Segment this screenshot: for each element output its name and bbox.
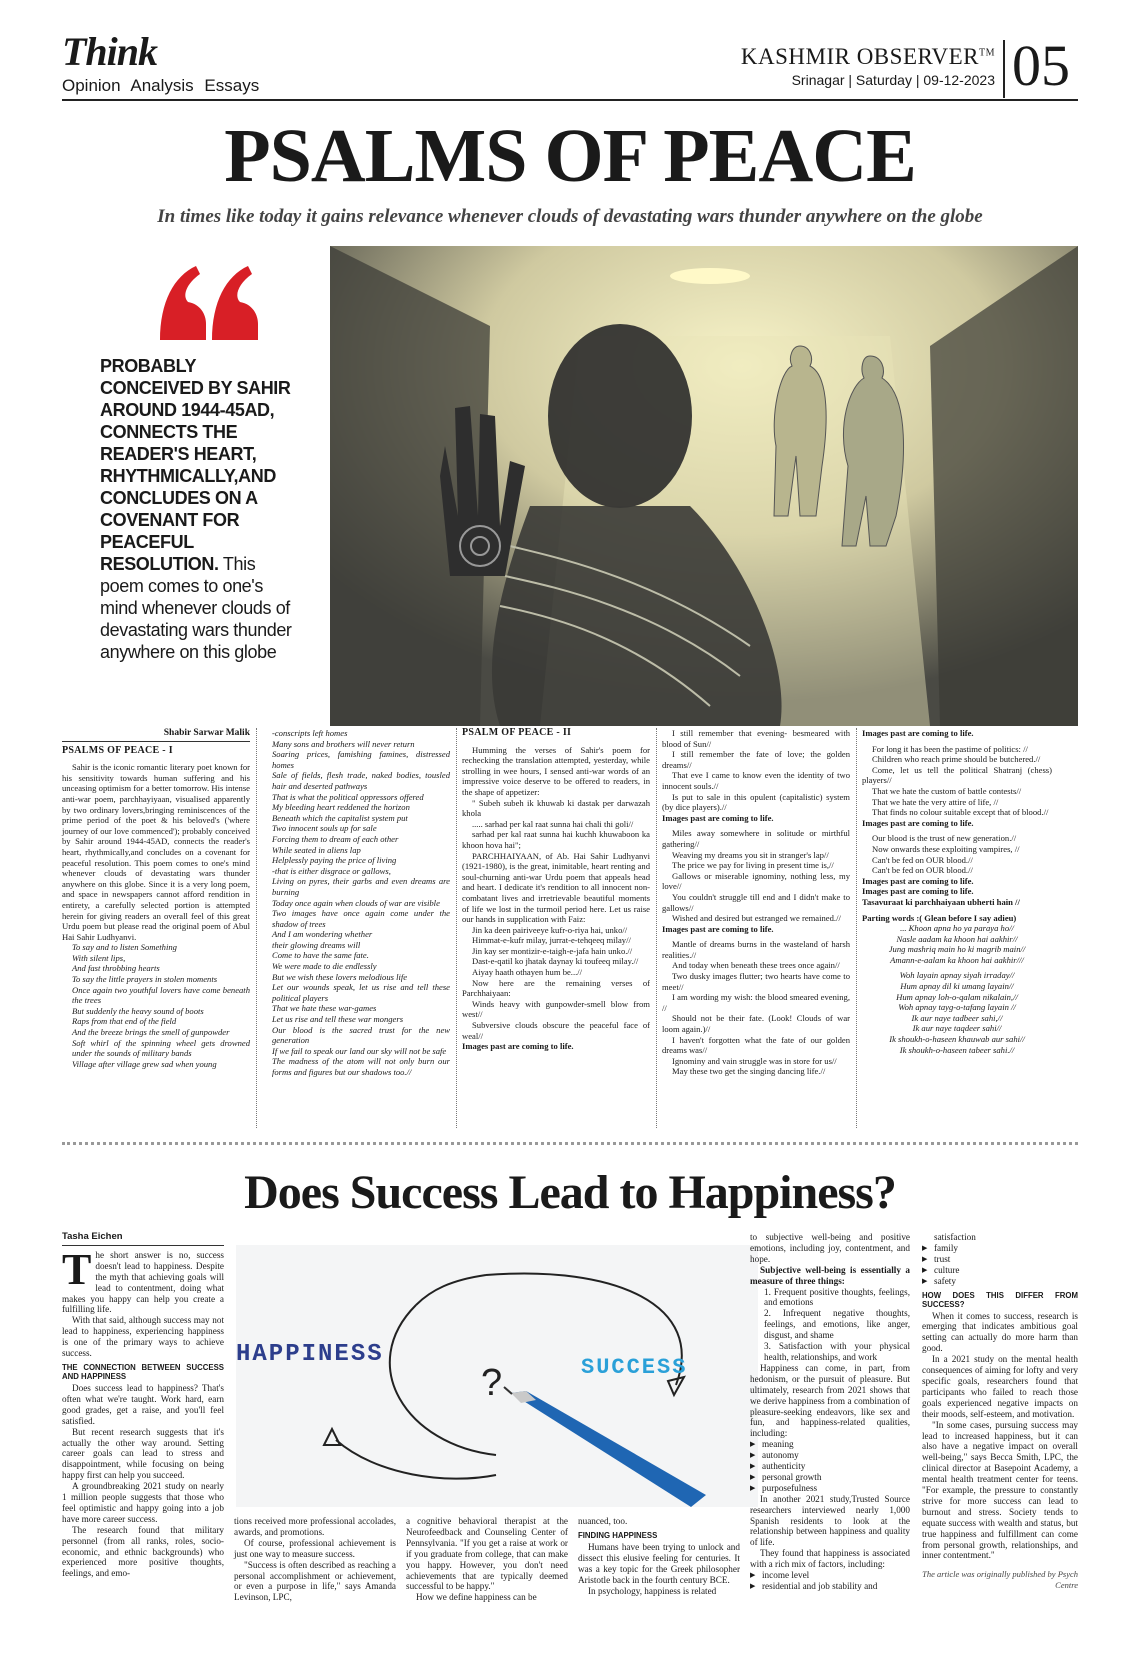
text-line: Images past are coming to life. <box>862 875 974 886</box>
happiness-success-illustration <box>236 1245 758 1507</box>
text-line: ▶ residential and job stability and <box>750 1581 910 1592</box>
column-success-6 <box>922 1232 1078 1591</box>
text-line: Is put to sale in this opulent (capitalistic) system (by dice players).// <box>662 791 850 813</box>
body-paragraph: Sahir is the iconic romantic literary poet known for his sensitivity towards human suffering and his unceasing optimism for a better tomorrow. His intense anti-war poem, parchhayiyaan, visualised apparently by two ordinary lovers,bringing reminiscences of the prime period of the poet & his beloved's ('where journey of our love commenced'); probably conceived by Sahir around 1944-45AD, connects the reader's heart, rhythmically,and concludes on a covenant for peaceful resolution. This poem comes to one's mind whenever clouds of devastating wars thunder anywhere on this globe. Since it is a very long poem, and space in newspapers cannot afford rendition in entirety, a carefully selected portion is attempted herein for giving readers an overall feel of this great Urdu poem but please read the original poem of Abul Hai Sahir Ludhyanvi. <box>62 762 250 942</box>
text-line: ▶ culture <box>922 1265 1078 1276</box>
text-line: Parting words :( Glean before I say adieu) <box>862 912 1017 923</box>
body-paragraph: Of course, professional achievement is just one way to measure success. <box>234 1537 396 1559</box>
body-paragraph: The research found that military personnel (from all ranks, roles, socio-economic, and ethnic backgrounds) who experienced more positive thoughts, feelings, and emo- <box>62 1524 224 1579</box>
pull-quote <box>100 355 300 663</box>
newspaper-name <box>741 44 995 70</box>
quote-mark-icon <box>152 262 262 340</box>
subhead: HOW DOES THIS DIFFER FROM SUCCESS? <box>922 1290 1078 1309</box>
body-paragraph: When it comes to success, research is emerging that indicates ambitious goal setting can actually do more harm than good. <box>922 1310 1078 1354</box>
text-line: PARCHHAIYAAN, of Ab. Hai Sahir Ludhyanvi (1921-1980), is the great, inimitable, heart renting and soul-churning anti-war Urdu poem that appeals head and heart. I dedicate it's rendition to all innocent non-combatant lives and irretrievable beautiful moments of life we lost in the turmoil period here. Let us raise our hands in supplication with Faiz: <box>462 850 650 925</box>
text-line: Our blood is the sacred trust for the new generation <box>272 1024 450 1046</box>
text-line: Ik shoukh-o-haseen khauwab aur sahi// <box>889 1034 1025 1045</box>
body-block-5 <box>862 728 1052 1055</box>
text-line: their glowing dreams will <box>272 939 361 950</box>
text-line: Come to have the same fate. <box>272 950 369 961</box>
body-paragraph: A groundbreaking 2021 study on nearly 1 million people suggests that those who feel optimistic and happy going into a job have more career success. <box>62 1481 224 1524</box>
text-line: That finds no colour suitable except that of blood.// <box>872 807 1049 818</box>
newspaper-name-text: KASHMIR OBSERVER <box>740 44 979 69</box>
headline-success: Does Success Lead to Happiness? <box>244 1166 896 1219</box>
subhead-psalms-1: PSALMS OF PEACE - I <box>62 744 173 756</box>
text-line: Village after village grew sad when young <box>72 1058 217 1069</box>
text-line: Our blood is the trust of new generation.// <box>872 833 1017 844</box>
refrain: Images past are coming to life. <box>462 1041 574 1052</box>
text-line: Mantle of dreams burns in the wasteland of harsh realities.// <box>662 939 850 960</box>
body-paragraph: Does success lead to happiness? That's often what we're taught. Work hard, earn good grades, get a raise, and you'll feel satisfied. <box>62 1382 224 1426</box>
byline-psalms: Shabir Sarwar Malik <box>62 728 250 742</box>
column-psalms-3 <box>462 728 650 1052</box>
text-line: I haven't forgotten what the fate of our golden dreams was// <box>662 1034 850 1056</box>
text-line: If we fail to speak our land our sky will not be safe <box>272 1045 447 1056</box>
body-paragraph: "In some cases, pursuing success may lead to increased happiness, but it can also have a negative impact on overall well-being," says Becca Smith, LPC, the clinical director at Basepoint Academy, a mental health treatment center for teens. "For example, the pressure to constantly strive for more success can lead to burnout and stress. Society tends to equate success with wealth and status, but true happiness and fulfillment can come from personal growth, relationships, and inner contentment." <box>922 1419 1078 1561</box>
text-line: Ik shoukh-o-haseen tabeer sahi.// <box>899 1044 1015 1055</box>
text-line: Helplessly paying the price of living <box>272 855 397 866</box>
bullet-list <box>750 1570 910 1592</box>
text-line: I still remember the fate of love; the golden dreams// <box>662 749 850 770</box>
text-line: Ignominy and vain struggle was in store for us// <box>672 1055 837 1066</box>
text-line: May these two get the singing dancing life.// <box>672 1066 826 1077</box>
text-line: The madness of the atom will not only burn our forms and figures but our shadows too.// <box>272 1056 450 1077</box>
column-success-1 <box>62 1232 224 1579</box>
body-block-3 <box>462 745 650 1042</box>
dateline: Srinagar | Saturday | 09-12-2023 <box>791 72 995 88</box>
column-success-4 <box>578 1516 740 1596</box>
text-line: -conscripts left homes <box>272 728 348 738</box>
text-line: Woh layain apnay siyah irraday// <box>899 970 1015 981</box>
article-credit: The article was originally published by Psych Centre <box>922 1569 1078 1591</box>
masthead-rule <box>62 99 1078 101</box>
text-line: Can't be fed on OUR blood.// <box>872 854 973 865</box>
text-line: Winds heavy with gunpowder-smell blow from west// <box>462 998 650 1020</box>
text-line: And I am wondering whether <box>272 929 373 940</box>
body-paragraph: In psychology, happiness is related <box>588 1585 717 1596</box>
body-paragraph: nuanced, too. <box>578 1516 628 1526</box>
body-paragraph: "Success is often described as reaching a personal accomplishment or achievement, or even a purpose in life," says Amanda Levinson, LPC, <box>234 1559 396 1603</box>
text-line: ▶ income level <box>750 1570 910 1581</box>
column-psalms-5 <box>862 728 1052 1055</box>
text-line: Let our wounds speak, let us rise and tell these political players <box>272 982 450 1003</box>
text-line: That we hate the very attire of life, // <box>872 796 999 807</box>
text-line: While seated in aliens lap <box>272 844 361 855</box>
text-line: Images past are coming to life. <box>862 817 974 828</box>
text-line: Ik aur naye taqdeer sahi// <box>912 1023 1002 1034</box>
text-line: -that is either disgrace or gallows, <box>272 865 391 876</box>
text-line: Can't be fed on OUR blood.// <box>872 865 973 876</box>
subhead-psalms-2: PSALM OF PEACE - II <box>462 727 572 738</box>
byline-success: Tasha Eichen <box>62 1232 224 1246</box>
pull-quote-rest: This poem comes to one's mind whenever clouds of devastating wars thunder anywhere on this globe <box>100 554 292 662</box>
text-line: 2. Infrequent negative thoughts, feelings, and emotions, like anger, disgust, and shame <box>764 1308 910 1341</box>
illus-word-success: SUCCESS <box>581 1355 688 1380</box>
text-line: For long it has been the pastime of politics: // <box>872 743 1028 754</box>
text-line: Jin kay ser montizir-e-taigh-e-jafa hain unko.// <box>472 945 633 956</box>
body-paragraph: a cognitive behavioral therapist at the Neurofeedback and Counseling Center of Pennsylvania. "If you get a raise at work or if you graduate from college, that can make you happy. However, you don't need achievements that are typically deemed successful to be happy." <box>406 1516 568 1592</box>
column-rule <box>456 728 457 1128</box>
drop-cap: T <box>62 1244 92 1294</box>
text-line: Beneath which the capitalist system put <box>272 812 408 823</box>
text-line: Today once again when clouds of war are visible <box>272 897 440 908</box>
text-line: Images past are coming to life. <box>862 728 974 738</box>
text-line: Living on pyres, their garbs and even dreams are burning <box>272 876 450 897</box>
text-line: I am wording my wish: the blood smeared evening, // <box>662 992 850 1013</box>
text-line: ▶ autonomy <box>750 1450 910 1461</box>
pull-quote-bold: PROBABLY CONCEIVED BY SAHIR AROUND 1944-45AD, CONNECTS THE READER'S HEART, RHYTHMICALLY,AND CONCLUDES ON A COVENANT FOR PEACEFUL RESOLUTION. <box>100 356 291 574</box>
column-rule <box>856 728 857 1128</box>
text-line: Ik aur naye tadbeer sahi,// <box>911 1012 1003 1023</box>
text-line: sarhad per kal raat sunna hai kuchh khuwaboon ka khoon hova hai"; <box>462 829 650 850</box>
column-success-5 <box>750 1232 910 1592</box>
trademark: TM <box>979 47 995 59</box>
text-line: ▶ authenticity <box>750 1461 910 1472</box>
text-line: Many sons and brothers will never return <box>272 738 415 749</box>
subhead: FINDING HAPPINESS <box>578 1530 658 1540</box>
text-line: Two innocent souls up for sale <box>272 823 377 834</box>
text-line: That is what the political oppressors offered <box>272 791 424 802</box>
bullet-list <box>922 1243 1078 1287</box>
column-success-2 <box>234 1516 396 1603</box>
body-paragraph: he short answer is no, success doesn't lead to happiness. Despite the myth that achieving goals will lead to contentment, doing what makes you happy can help you create a fulfilling life. <box>62 1249 224 1315</box>
text-line: Wished and desired but estranged we remained.// <box>672 913 841 924</box>
text-line: Aiyay haath othayen hum be...// <box>472 967 583 978</box>
text-line: And today when beneath these trees once again// <box>672 960 840 971</box>
text-line: Hum apnay loh-o-qalam nikalain,// <box>896 991 1018 1002</box>
text-line: Images past are coming to life. <box>862 886 974 897</box>
column-psalms-2 <box>262 728 450 1078</box>
body-paragraph: How we define happiness can be <box>416 1592 537 1603</box>
text-line: Dast-e-qatil ko jhatak daynay ki toufeeq milay.// <box>472 956 639 967</box>
section-subtitle: Opinion Analysis Essays <box>62 76 260 95</box>
text-line: Himmat-e-kufr milay, jurrat-e-tehqeeq milay// <box>472 935 631 946</box>
text-line: Should not be their fate. (Look! Clouds of war loom again.)// <box>662 1013 850 1035</box>
body-block-4 <box>662 728 850 1077</box>
text-line: Come, let us tell the political Shatranj (chess) players// <box>862 764 1052 786</box>
body-paragraph: In a 2021 study on the mental health consequences of aiming for lofty and very specific goals, researchers found that participants who failed to reach those goals experienced negative impacts on their moods, self-esteem, and motivation. <box>922 1354 1078 1419</box>
list-continuation: satisfaction <box>934 1232 976 1242</box>
text-line: " Subeh subeh ik khuwab ki dastak per darwazah khola <box>462 797 650 819</box>
text-line: We were made to die endlessly <box>272 961 377 972</box>
text-line: ▶ family <box>922 1243 1078 1254</box>
text-line: That we hate the custom of battle contests// <box>872 785 1022 796</box>
body-paragraph: Humans have been trying to unlock and dissect this elusive feeling for centuries. It was a key topic for the Greek philosopher Aristotle back in the fourth century BCE. <box>578 1541 740 1585</box>
text-line: Two dusky images flutter; two hearts have come to meet// <box>662 971 850 992</box>
page-number-divider <box>1003 40 1005 98</box>
text-line: But we wish these lovers melodious life <box>272 971 408 982</box>
text-line: That eve I came to know even the identity of two innocent souls.// <box>662 770 850 791</box>
column-psalms-1 <box>62 728 250 1069</box>
text-line: Jung mashriq main ho ki magrib main// <box>888 944 1026 955</box>
verse-block-1 <box>62 942 250 1069</box>
body-paragraph: to subjective well-being and positive emotions, including joy, contentment, and hope. <box>750 1232 910 1264</box>
text-line: ... Khoon apna ho ya paraya ho// <box>900 923 1014 934</box>
body-paragraph: With that said, although success may not lead to happiness, experiencing happiness is one of the primary ways to achieve success. <box>62 1315 224 1359</box>
text-line: Subversive clouds obscure the peaceful face of weal// <box>462 1020 650 1041</box>
text-line: Nasle aadam ka khoon hai aakhir// <box>896 933 1018 944</box>
text-line: You couldn't struggle till end and I didn't make to gallows// <box>662 891 850 913</box>
text-line: ▶ meaning <box>750 1439 910 1450</box>
headline-psalms: PSALMS OF PEACE <box>224 114 916 198</box>
verse-block-2 <box>262 728 450 1078</box>
body-paragraph-bold: Subjective well-being is essentially a measure of three things: <box>750 1264 910 1286</box>
text-line: Miles away somewhere in solitude or mirthful gathering// <box>662 828 850 849</box>
text-line: I still remember that evening- besmeared with blood of Sun// <box>662 728 850 749</box>
text-line: ▶ trust <box>922 1254 1078 1265</box>
text-line: Jin ka deen pairiveeye kufr-o-riya hai, unko// <box>472 924 628 935</box>
text-line: To say the little prayers in stolen moments <box>72 974 218 985</box>
text-line: Gallows or miserable ignominy, nothing less, my love// <box>662 870 850 892</box>
text-line: But suddenly the heavy sound of boots <box>72 1005 204 1016</box>
text-line: My bleeding heart reddened the horizon <box>272 802 410 813</box>
text-line: ▶ purposefulness <box>750 1483 910 1494</box>
text-line: Sale of fields, flesh trade, naked bodies, tousled hair and deserted pathways <box>272 770 450 791</box>
text-line: ..... sarhad per kal raat sunna hai chali thi goli// <box>472 818 634 829</box>
text-line: And fast throbbing hearts <box>72 963 160 974</box>
text-line: The price we pay for living in present time is,// <box>672 860 834 871</box>
subhead: THE CONNECTION BETWEEN SUCCESS AND HAPPINESS <box>62 1362 224 1381</box>
text-line: Weaving my dreams you sit in stranger's lap// <box>672 849 829 860</box>
text-line: And the breeze brings the smell of gunpowder <box>72 1027 230 1038</box>
text-line: Woh apnay tayg-o-tafang layain // <box>898 1002 1016 1013</box>
column-rule <box>256 728 257 1128</box>
text-line: 1. Frequent positive thoughts, feelings, and emotions <box>764 1286 910 1308</box>
text-line: ▶ safety <box>922 1276 1078 1287</box>
text-line: Hum apnay dil ki umang layain// <box>900 981 1014 992</box>
text-line: Let us rise and tell these war mongers <box>272 1014 404 1025</box>
column-rule <box>656 728 657 1128</box>
text-line: Children who reach prime should be butchered.// <box>872 754 1041 765</box>
text-line: That we hate these war-games <box>272 1003 377 1014</box>
story-divider <box>62 1142 1078 1145</box>
text-line: Images past are coming to life. <box>662 923 774 934</box>
body-paragraph: But recent research suggests that it's actually the other way around. Setting career goals can lead to stress and disappointment, while focusing on being happy first can help you succeed. <box>62 1426 224 1481</box>
artwork-illustration <box>330 246 1078 726</box>
text-line: With silent lips, <box>72 952 126 963</box>
column-success-3 <box>406 1516 568 1603</box>
numbered-list <box>750 1287 910 1363</box>
body-paragraph: Happiness can come, in part, from hedonism, or the pursuit of pleasure. But ultimately, research from 2021 shows that we derive happiness from a combination of pleasure-seeking endeavors, like sex and fun, and happiness-related qualities, including: <box>750 1362 910 1439</box>
text-line: Images past are coming to life. <box>662 812 774 823</box>
page-number: 05 <box>1012 33 1070 98</box>
bullet-list <box>750 1439 910 1494</box>
column-psalms-4 <box>662 728 850 1077</box>
section-title: Think <box>62 29 158 74</box>
text-line: 3. Satisfaction with your physical health, relationships, and work <box>764 1341 910 1362</box>
deck-psalms: In times like today it gains relevance whenever clouds of devastating wars thunder anywhere on the globe <box>157 206 983 227</box>
text-line: Humming the verses of Sahir's poem for rechecking the translation attempted, yesterday, while strolling in wee hours, I sensed anti-war words of an impressive voice deserve to be offered to readers, in the shape of appetizer: <box>462 744 650 797</box>
text-line: Once again two youthful lovers have come beneath the trees <box>72 984 250 1006</box>
text-line: Amann-e-aalam ka khoon hai aakhir/// <box>890 954 1024 965</box>
text-line: To say and to listen Something <box>72 942 177 953</box>
text-line: Soft whirl of the spinning wheel gets drowned under the sounds of military bands <box>72 1037 250 1059</box>
text-line: Tasavuraat ki parchhaiyaan ubherti hain // <box>862 896 1020 907</box>
text-line: Two images have once again come under the shadow of trees <box>272 908 450 929</box>
text-line: Now onwards these exploiting vampires, // <box>872 843 1020 854</box>
illus-question-mark: ? <box>481 1362 503 1404</box>
illus-word-happiness: HAPPINESS <box>236 1341 384 1368</box>
body-paragraph: In another 2021 study,Trusted Source researchers interviewed nearly 1,000 Spanish residents to look at the relationship between happiness and quality of life. <box>750 1493 910 1548</box>
text-line: Now here are the remaining verses of Parchhaiyaan: <box>462 977 650 999</box>
text-line: Raps from that end of the field <box>72 1016 177 1027</box>
text-line: Forcing them to dream of each other <box>272 833 399 844</box>
body-paragraph: tions received more professional accolades, awards, and promotions. <box>234 1516 396 1537</box>
text-line: Soaring prices, famishing famines, distressed homes <box>272 749 450 770</box>
body-paragraph: They found that happiness is associated with a rich mix of factors, including: <box>750 1548 910 1570</box>
text-line: ▶ personal growth <box>750 1472 910 1483</box>
